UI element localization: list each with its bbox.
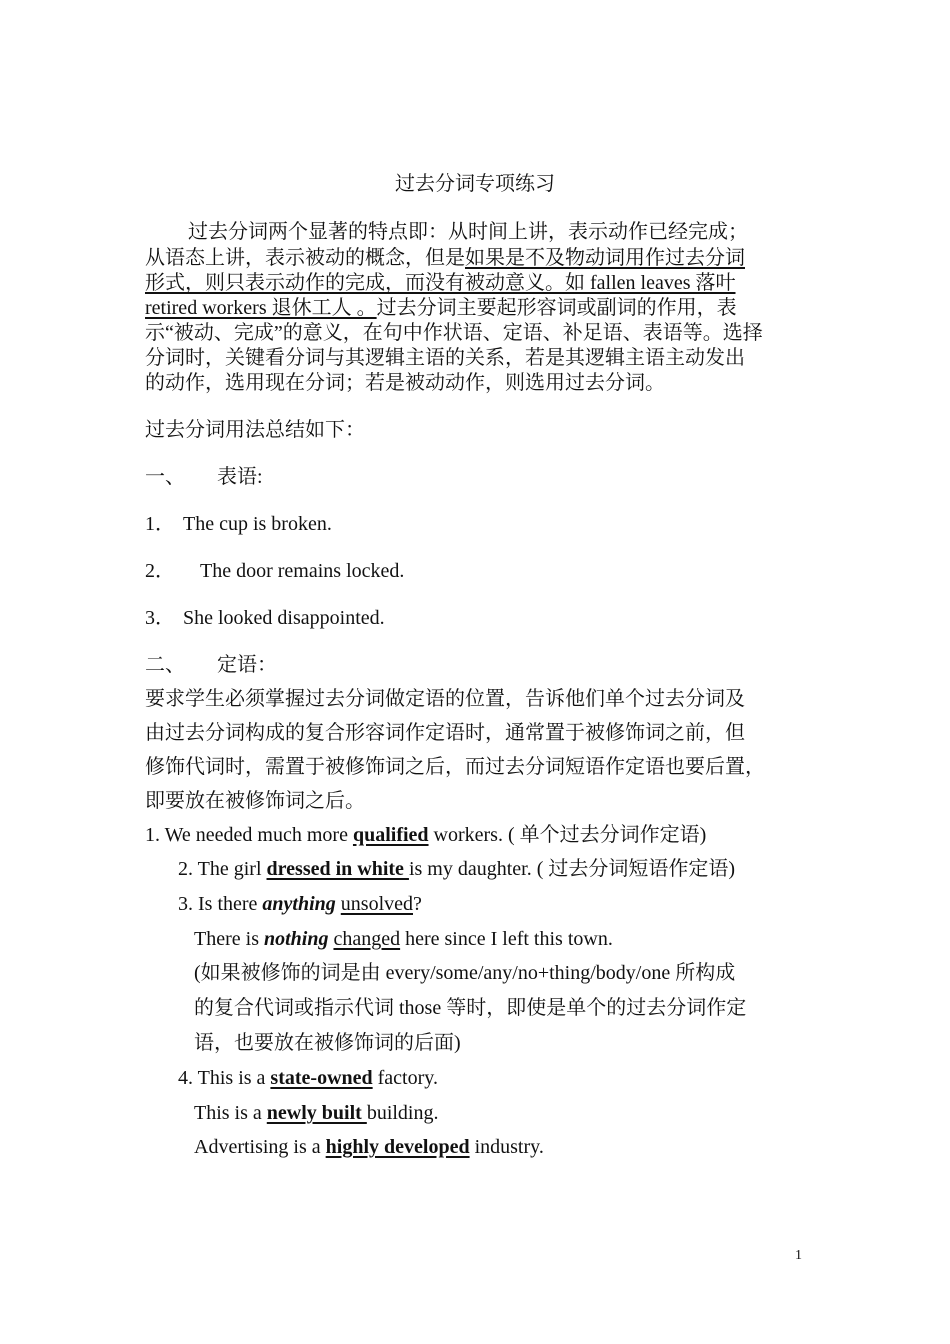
list-item-number: 2． [145,560,175,582]
intro-line-3: 形式，则只表示动作的完成，而没有被动意义。如 fallen leaves 落叶 [145,272,736,294]
section-2-desc-line: 即要放在被修饰词之后。 [145,790,365,812]
list-item-number: 1． [145,513,175,535]
underlined-participle: changed [333,928,401,950]
example-3: 3. Is there anything unsolved? [178,893,422,915]
highlighted-participle: state-owned [270,1067,373,1089]
section-2-desc-line: 修饰代词时，需置于被修饰词之后，而过去分词短语作定语也要后置， [145,756,765,778]
section-2-desc-line: 要求学生必须掌握过去分词做定语的位置，告诉他们单个过去分词及 [145,688,745,710]
intro-line-7: 的动作，选用现在分词；若是被动动作，则选用过去分词。 [145,372,665,394]
example-4: 4. This is a state-owned factory. [178,1067,438,1089]
note-line: 的复合代词或指示代词 those 等时，即使是单个的过去分词作定 [194,997,747,1019]
example-4c: Advertising is a highly developed industry. [194,1136,544,1158]
page-title: 过去分词专项练习 [395,173,555,195]
note-line: 语，也要放在被修饰词的后面) [194,1032,461,1054]
list-item-number: 3． [145,607,175,629]
example-2: 2. The girl dressed in white is my daughter. ( 过去分词短语作定语) [178,858,736,880]
highlighted-participle: dressed in white [266,858,409,880]
highlighted-participle: qualified [352,824,429,846]
section-2-desc-line: 由过去分词构成的复合形容词作定语时，通常置于被修饰词之前，但 [145,722,745,744]
intro-line-6: 分词时，关键看分词与其逻辑主语的关系，若是其逻辑主语主动发出 [145,347,745,369]
summary-heading: 过去分词用法总结如下： [145,419,365,441]
list-item: She looked disappointed. [183,607,385,629]
highlighted-participle: newly built [266,1102,367,1124]
example-1: 1. We needed much more qualified workers. ( 单个过去分词作定语) [145,824,707,846]
section-2-number: 二、 [145,654,185,676]
intro-line-5: 示“被动、完成”的意义，在句中作状语、定语、补足语、表语等。选择 [145,322,763,344]
list-item: The door remains locked. [200,560,405,582]
intro-line-4: retired workers 退休工人 。过去分词主要起形容词或副词的作用，表 [145,297,737,319]
underlined-text: 如果是不及物动词用作过去分词 [465,247,745,269]
intro-line-1: 过去分词两个显著的特点即：从时间上讲，表示动作已经完成； [188,221,748,243]
emphasized-pronoun: anything [262,893,336,915]
section-1-label: 表语: [217,466,263,488]
section-1-number: 一、 [145,466,185,488]
page-number: 1 [795,1248,802,1263]
section-2-label: 定语： [217,654,277,676]
example-3b: There is nothing changed here since I left this town. [194,928,613,950]
example-4b: This is a newly built building. [194,1102,439,1124]
underlined-text: retired workers 退休工人 。 [145,297,377,319]
emphasized-pronoun: nothing [263,928,329,950]
intro-line-2: 从语态上讲，表示被动的概念，但是如果是不及物动词用作过去分词 [145,247,745,269]
highlighted-participle: highly developed [325,1136,470,1158]
list-item: The cup is broken. [183,513,332,535]
underlined-participle: unsolved [340,893,413,915]
note-line: (如果被修饰的词是由 every/some/any/no+thing/body/one 所构成 [194,962,736,984]
